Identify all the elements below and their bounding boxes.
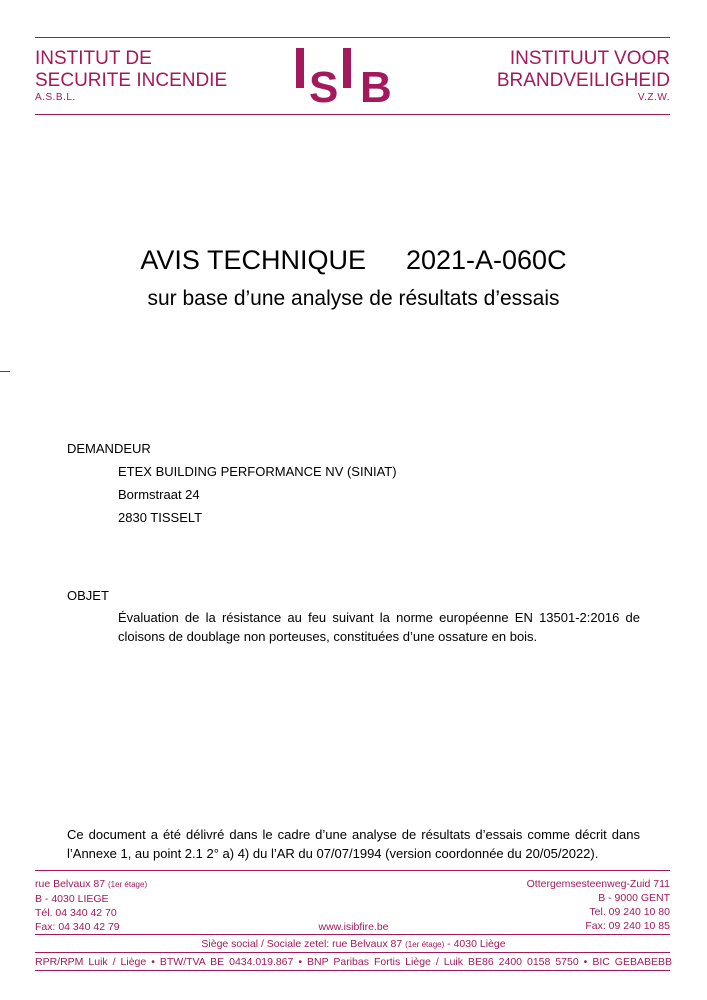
footer-bottom-rule: [35, 970, 670, 971]
document-subtitle: sur base d’une analyse de résultats d’essais: [147, 287, 560, 310]
legal-registration: RPR/RPM Luik / Liège • BTW/TVA BE 0434.019.867 • BNP Paribas Fortis Liège / Luik BE86 2400 0158 5750 • BIC GEBABEBB: [35, 956, 672, 968]
footer-left-floor: (1er étage): [107, 880, 148, 889]
header-left-line2: SECURITE INCENDIE: [35, 70, 228, 91]
header-right-line1: INSTITUUT VOOR: [509, 48, 670, 69]
svg-text:S: S: [309, 63, 339, 104]
header-top-rule: [35, 37, 670, 38]
footer-seat-rule: [35, 934, 670, 935]
title-main: AVIS TECHNIQUE: [140, 245, 366, 275]
seat-floor: (1er étage): [405, 940, 445, 949]
footer-left-fax: Fax: 04 340 42 79: [35, 921, 120, 933]
margin-fold-mark: [0, 371, 10, 372]
header-bottom-rule: [35, 114, 670, 115]
footer-rule: [35, 870, 670, 871]
header-right-line2: BRANDVEILIGHEID: [496, 70, 670, 91]
svg-text:B: B: [360, 63, 392, 104]
footer-left-street-line: [35, 877, 147, 892]
header-right-block: [497, 48, 670, 104]
footer-right-fax: Fax: 09 240 10 85: [585, 920, 670, 932]
header-left-legal-form: A.S.B.L.: [35, 92, 76, 103]
website-link[interactable]: www.isibfire.be: [318, 921, 389, 933]
demandeur-city: 2830 TISSELT: [118, 510, 203, 525]
header-left-block: [35, 48, 227, 104]
footer-left-street: rue Belvaux 87: [35, 878, 106, 890]
demandeur-company: ETEX BUILDING PERFORMANCE NV (SINIAT): [118, 464, 397, 479]
registered-office: [0, 937, 707, 952]
header-left-line1: INSTITUT DE: [35, 48, 152, 69]
legal-notice: Ce document a été délivré dans le cadre d’une analyse de résultats d’essais comme décrit dans l’Annexe 1, au point 2.1 2° a) 4) du l’AR du 07/07/1994 (version coordonnée du 20/05/2022).: [67, 827, 640, 861]
footer-left-city: B - 4030 LIEGE: [35, 893, 109, 905]
isib-logo: [296, 40, 412, 104]
document-title: [0, 244, 707, 276]
seat-city: - 4030 Liège: [444, 938, 506, 950]
footer-right-street: Ottergemsesteenweg-Zuid 711: [526, 878, 670, 890]
demandeur-label: DEMANDEUR: [67, 441, 151, 456]
seat-text: Siège social / Sociale zetel: rue Belvaux 87: [201, 938, 403, 950]
footer-right-city: B - 9000 GENT: [598, 892, 670, 904]
footer-right-tel: Tel. 09 240 10 80: [589, 906, 670, 918]
footer-legal-rule: [35, 952, 670, 953]
demandeur-street: Bormstraat 24: [118, 487, 200, 502]
header-right-legal-form: V.Z.W.: [637, 92, 670, 103]
objet-label: OBJET: [67, 588, 109, 603]
footer-left-tel: Tél. 04 340 42 70: [35, 907, 117, 919]
objet-text: Évaluation de la résistance au feu suivant la norme européenne EN 13501-2:2016 de cloisons de doublage non porteuses, constituées d’une ossature en bois.: [118, 610, 640, 644]
title-number: 2021-A-060C: [405, 245, 567, 275]
